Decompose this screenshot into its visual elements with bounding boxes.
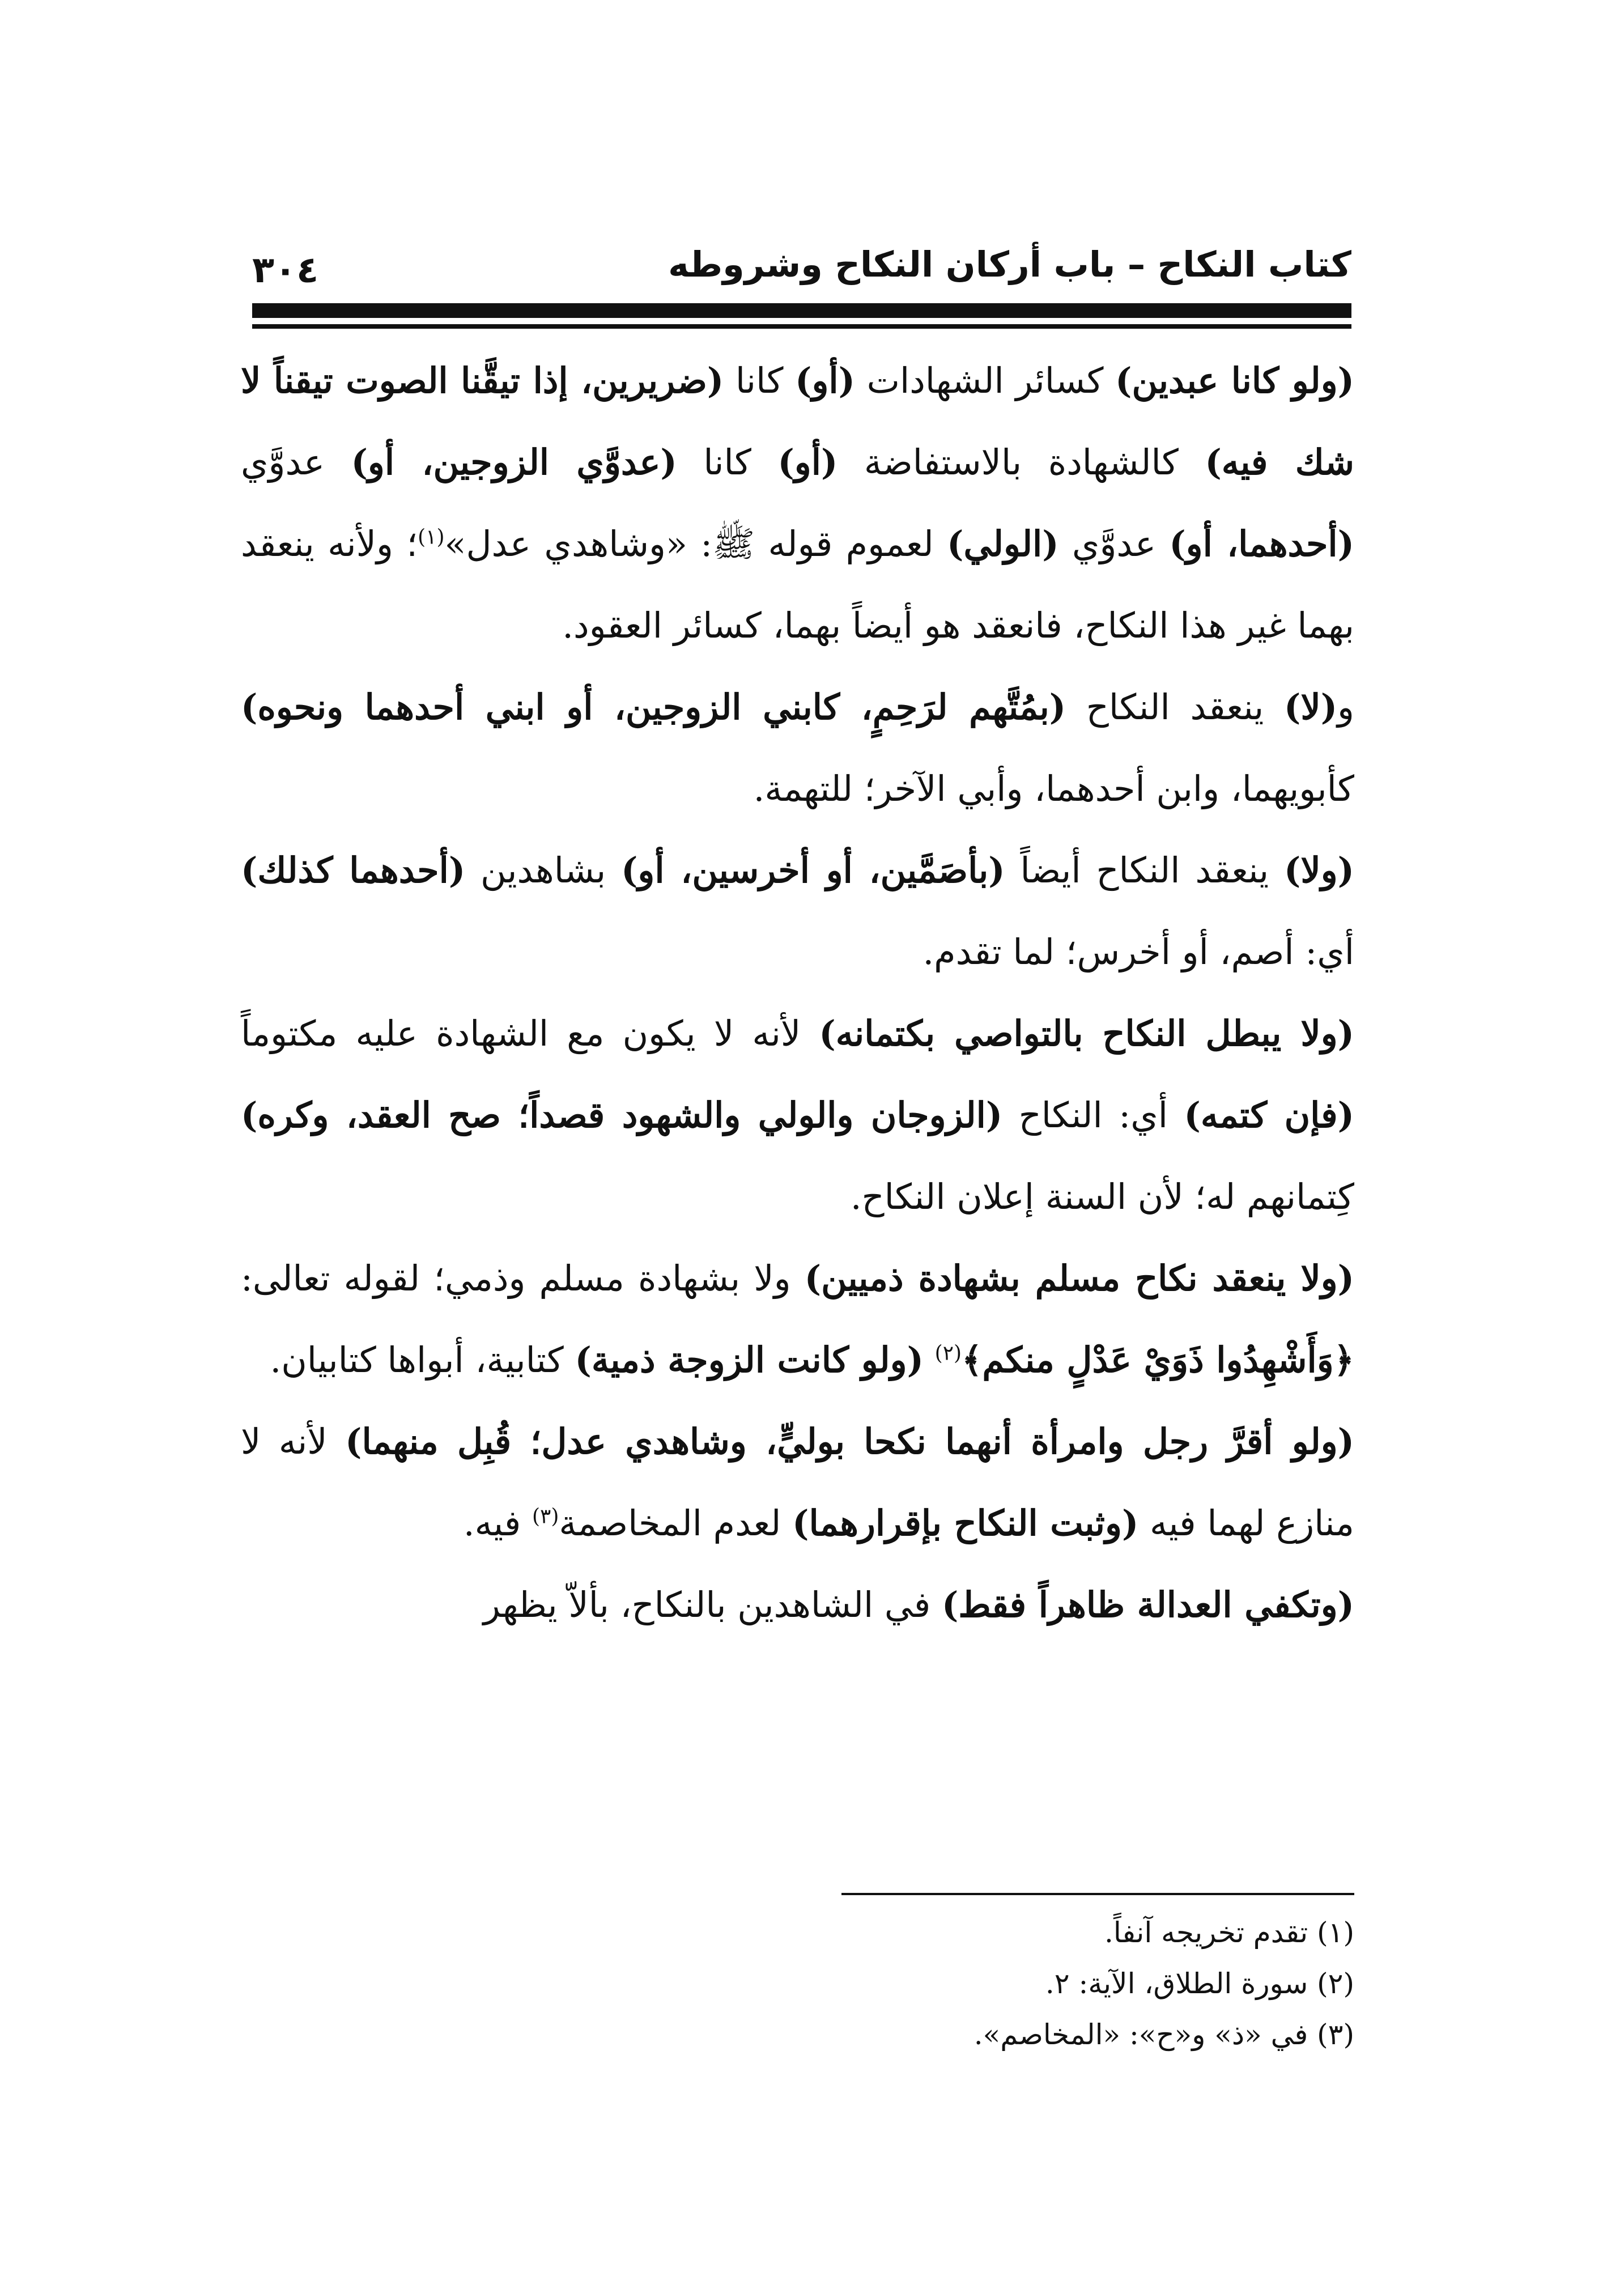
matn-text: (ضريرين، إذا تيقَّنا الصوت تيقناً لا شك فيه) <box>241 360 1354 483</box>
matn-text: (الولي) <box>947 523 1059 564</box>
sharh-text: و <box>1337 686 1354 728</box>
sharh-text: عدوَّي <box>1058 523 1170 564</box>
paragraph <box>241 830 1354 993</box>
matn-text: (عدوَّي الزوجين، أو) <box>351 441 677 483</box>
footnote-ref: (٣) <box>532 1505 559 1528</box>
sharh-text: ؛ ولأنه ينعقد بهما غير هذا النكاح، فانعقد هو أيضاً بهما، كسائر العقود. <box>241 523 1354 646</box>
sharh-text: ولا بشهادة مسلم وذمي؛ لقوله تعالى: <box>241 1258 805 1299</box>
matn-text: (وتكفي العدالة ظاهراً فقط) <box>941 1584 1354 1625</box>
running-title: كتاب النكاح – باب أركان النكاح وشروطه <box>668 244 1351 285</box>
matn-text: (وثبت النكاح بإقرارهما) <box>792 1502 1139 1544</box>
sharh-text: بشاهدين <box>465 850 622 891</box>
matn-text: (فإن كتمه) <box>1184 1094 1354 1136</box>
footnotes <box>680 1907 1354 2060</box>
footnote-3: (٣) في «ذ» و«ح»: «المخاصم». <box>973 2018 1354 2051</box>
matn-text: (بمُتَّهم لرَحِمٍ، كابني الزوجين، أو ابني أحدهما ونحوه) <box>241 686 1066 728</box>
paragraph <box>241 1564 1354 1646</box>
sharh-text: ينعقد النكاح <box>1066 686 1285 728</box>
sharh-text: لعموم قوله ﷺ: «وشاهدي عدل» <box>444 523 947 564</box>
sharh-text: ينعقد النكاح أيضاً <box>1005 850 1285 891</box>
matn-text: (أحدهما كذلك) <box>241 850 466 891</box>
footnote-ref: (١) <box>418 525 445 549</box>
matn-text: ﴿وَأَشْهِدُوا ذَوَيْ عَدْلٍ منكم﴾ <box>962 1339 1354 1381</box>
matn-text: (ولا يبطل النكاح بالتواصي بكتمانه) <box>819 1013 1354 1054</box>
sharh-text: كانا <box>677 441 778 483</box>
paragraph <box>241 993 1354 1238</box>
matn-text: (أحدهما، أو) <box>1169 523 1354 564</box>
sharh-text: في الشاهدين بالنكاح، بألاّ يظهر <box>483 1584 942 1625</box>
matn-text: (أو) <box>777 441 838 483</box>
paragraph <box>241 666 1354 830</box>
paragraph <box>241 1401 1354 1564</box>
page-header <box>252 238 1351 300</box>
sharh-text: كأبويهما، وابن أحدهما، وأبي الآخر؛ للتهمة. <box>753 768 1354 809</box>
matn-text: (ولو كانت الزوجة ذمية) <box>575 1339 924 1381</box>
sharh-text: كِتمانهم له؛ لأن السنة إعلان النكاح. <box>850 1176 1354 1217</box>
header-rule-thick <box>252 303 1351 318</box>
matn-text: (أو) <box>795 360 855 401</box>
sharh-text: لأنه لا منازع لهما فيه <box>241 1421 1354 1544</box>
matn-text: (ولا ينعقد نكاح مسلم بشهادة ذميين) <box>804 1258 1354 1299</box>
sharh-text: لأنه لا يكون مع الشهادة عليه مكتوماً <box>241 1013 819 1054</box>
paragraph <box>241 1238 1354 1401</box>
page-number: ٣٠٤ <box>252 249 319 291</box>
footnote-1: (١) تقدم تخريجه آنفاً. <box>1104 1916 1354 1949</box>
matn-text: (ولو كانا عبدين) <box>1115 360 1354 401</box>
sharh-text: كتابية، أبواها كتابيان. <box>270 1339 575 1381</box>
footnote-ref: (٢) <box>934 1341 962 1365</box>
sharh-text: كسائر الشهادات <box>854 360 1116 401</box>
paragraph <box>241 340 1354 666</box>
footnote-2: (٢) سورة الطلاق، الآية: ٢. <box>1045 1967 1354 2000</box>
footnote-separator <box>841 1893 1354 1895</box>
sharh-text: لعدم المخاصمة <box>559 1502 793 1544</box>
sharh-text: أي: أصم، أو أخرس؛ لما تقدم. <box>922 931 1354 973</box>
matn-text: (بأصَمَّين، أو أخرسين، أو) <box>621 850 1005 891</box>
sharh-text: كانا <box>724 360 796 401</box>
sharh-text: أي: النكاح <box>1002 1094 1184 1136</box>
matn-text: (ولو أقرَّ رجل وامرأة أنهما نكحا بوليٍّ، وشاهدي عدل؛ قُبِل منهما) <box>345 1421 1354 1462</box>
sharh-text <box>924 1339 935 1381</box>
matn-text: (ولا) <box>1284 850 1355 891</box>
matn-text: (الزوجان والولي والشهود قصداً؛ صح العقد، وكره) <box>241 1094 1003 1136</box>
sharh-text: فيه. <box>463 1502 532 1544</box>
header-rule-thin <box>252 324 1351 329</box>
sharh-text: عدوَّي <box>241 441 351 483</box>
sharh-text: كالشهادة بالاستفاضة <box>837 441 1205 483</box>
matn-text: (لا) <box>1284 686 1338 728</box>
main-text <box>241 340 1354 1646</box>
